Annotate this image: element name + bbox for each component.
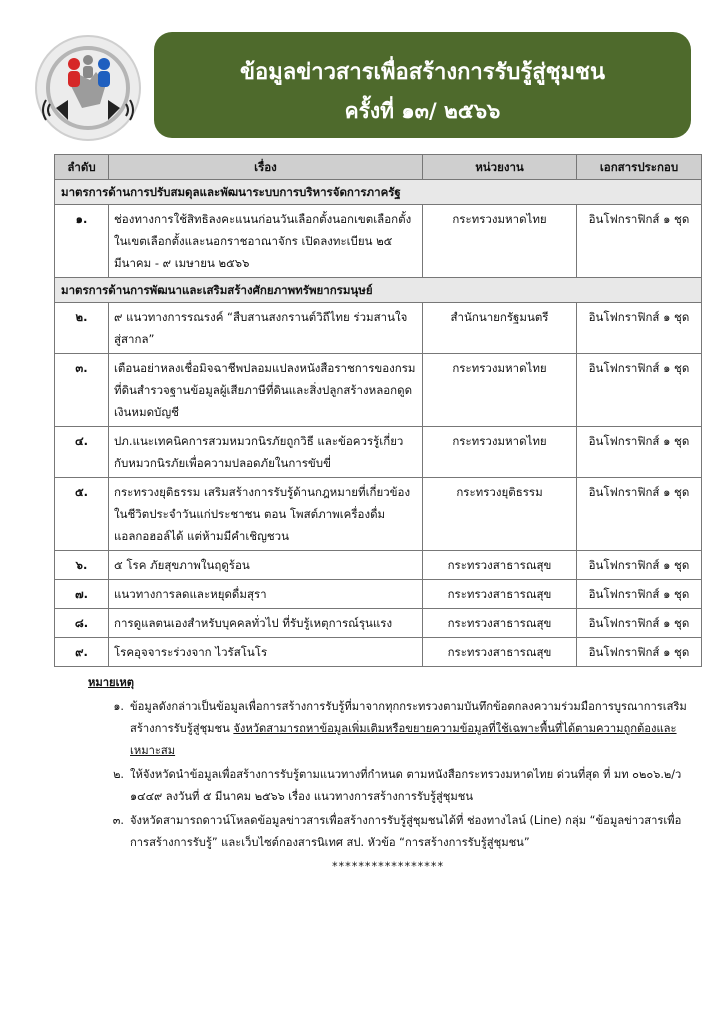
note-item xyxy=(88,810,688,854)
table-row xyxy=(55,478,702,551)
row-subject: การดูแลตนเองสำหรับบุคคลทั่วไป ที่รับรู้เหตุการณ์รุนแรง xyxy=(109,609,423,638)
table-row xyxy=(55,580,702,609)
row-agency: กระทรวงสาธารณสุข xyxy=(423,638,577,667)
section-title: มาตรการด้านการปรับสมดุลและพัฒนาระบบการบริหารจัดการภาครัฐ xyxy=(55,180,702,205)
row-agency: กระทรวงมหาดไทย xyxy=(423,205,577,278)
row-doc: อินโฟกราฟิกส์ ๑ ชุด xyxy=(577,303,702,354)
footer-stars: ***************** xyxy=(331,860,445,873)
note-number: ๒. xyxy=(113,768,124,781)
row-no: ๗. xyxy=(55,580,109,609)
community-logo xyxy=(34,34,142,142)
row-doc: อินโฟกราฟิกส์ ๑ ชุด xyxy=(577,478,702,551)
section-row xyxy=(55,278,702,303)
note-emphasis: จังหวัดสามารถหาข้อมูลเพิ่มเติมหรือขยายความข้อมูลที่ใช้เฉพาะพื้นที่ได้ตามความถูกต้องและเหมาะสม xyxy=(130,722,677,757)
row-subject: ๙ แนวทางการรณรงค์ “สืบสานสงกรานต์วิถีไทย ร่วมสานใจ สู่สากล” xyxy=(109,303,423,354)
table-row xyxy=(55,205,702,278)
table-row xyxy=(55,551,702,580)
table-row xyxy=(55,303,702,354)
row-subject: เตือนอย่าหลงเชื่อมิจฉาชีพปลอมแปลงหนังสือราชการของกรมที่ดินสำรวจฐานข้อมูลผู้เสียภาษีที่ดินและสิ่งปลูกสร้างหลอกดูดเงินหมดบัญชี xyxy=(109,354,423,427)
row-subject: ช่องทางการใช้สิทธิลงคะแนนก่อนวันเลือกตั้งนอกเขตเลือกตั้ง ในเขตเลือกตั้งและนอกราชอาณาจักร เปิดลงทะเบียน ๒๕ มีนาคม - ๙ เมษายน ๒๕๖๖ xyxy=(109,205,423,278)
header-agency: หน่วยงาน xyxy=(423,155,577,180)
row-agency: กระทรวงสาธารณสุข xyxy=(423,580,577,609)
table-row xyxy=(55,638,702,667)
row-subject: โรคอุจจาระร่วงจาก ไวรัสโนโร xyxy=(109,638,423,667)
row-doc: อินโฟกราฟิกส์ ๑ ชุด xyxy=(577,638,702,667)
header-no: ลำดับ xyxy=(55,155,109,180)
banner-edition: ครั้งที่ ๑๓/ ๒๕๖๖ xyxy=(344,99,501,123)
note-body: ข้อมูลดังกล่าวเป็นข้อมูลเพื่อการสร้างการรับรู้ที่มาจากทุกกระทรวงตามบันทึกข้อตกลงความร่วมมือการบูรณาการเสริมสร้างการรับรู้สู่ชุมชน xyxy=(130,700,687,735)
row-subject: ๕ โรค ภัยสุขภาพในฤดูร้อน xyxy=(109,551,423,580)
row-agency: กระทรวงยุติธรรม xyxy=(423,478,577,551)
row-doc: อินโฟกราฟิกส์ ๑ ชุด xyxy=(577,609,702,638)
row-doc: อินโฟกราฟิกส์ ๑ ชุด xyxy=(577,580,702,609)
table-header-row xyxy=(55,155,702,180)
note-item xyxy=(88,696,688,762)
note-text: ให้จังหวัดนำข้อมูลเพื่อสร้างการรับรู้ตามแนวทางที่กำหนด ตามหนังสือกระทรวงมหาดไทย ด่วนที่สุด ที่ มท ๐๒๐๖.๒/ว ๑๔๔๙ ลงวันที่ ๕ มีนาคม ๒๕๖๖ เรื่อง แนวทางการสร้างการรับรู้สู่ชุมชน xyxy=(130,768,682,803)
info-table xyxy=(54,154,702,667)
note-number: ๑. xyxy=(113,700,124,713)
table-row xyxy=(55,354,702,427)
title-banner xyxy=(154,32,691,138)
row-agency: กระทรวงมหาดไทย xyxy=(423,427,577,478)
note-text xyxy=(130,696,688,762)
table-row xyxy=(55,427,702,478)
notes-section xyxy=(88,672,688,878)
row-no: ๓. xyxy=(55,354,109,427)
row-agency: สำนักนายกรัฐมนตรี xyxy=(423,303,577,354)
row-doc: อินโฟกราฟิกส์ ๑ ชุด xyxy=(577,205,702,278)
note-number: ๓. xyxy=(112,814,124,827)
notes-title: หมายเหตุ xyxy=(88,676,135,689)
section-title: มาตรการด้านการพัฒนาและเสริมสร้างศักยภาพทรัพยากรมนุษย์ xyxy=(55,278,702,303)
row-subject: แนวทางการลดและหยุดดื่มสุรา xyxy=(109,580,423,609)
note-text: จังหวัดสามารถดาวน์โหลดข้อมูลข่าวสารเพื่อสร้างการรับรู้สู่ชุมชนได้ที่ ช่องทางไลน์ (Line) กลุ่ม “ข้อมูลข่าวสารเพื่อการสร้างการรับรู้” และเว็บไซต์กองสารนิเทศ สป. หัวข้อ “การสร้างการรับรู้สู่ชุมชน” xyxy=(130,814,682,849)
row-doc: อินโฟกราฟิกส์ ๑ ชุด xyxy=(577,427,702,478)
row-no: ๒. xyxy=(55,303,109,354)
row-doc: อินโฟกราฟิกส์ ๑ ชุด xyxy=(577,551,702,580)
section-row xyxy=(55,180,702,205)
row-agency: กระทรวงมหาดไทย xyxy=(423,354,577,427)
row-agency: กระทรวงสาธารณสุข xyxy=(423,551,577,580)
header-doc: เอกสารประกอบ xyxy=(577,155,702,180)
row-subject: กระทรวงยุติธรรม เสริมสร้างการรับรู้ด้านกฎหมายที่เกี่ยวข้องในชีวิตประจำวันแก่ประชาชน ตอน โพสต์ภาพเครื่องดื่มแอลกอฮอล์ได้ แต่ห้ามมีคำเชิญชวน xyxy=(109,478,423,551)
row-no: ๖. xyxy=(55,551,109,580)
banner-title: ข้อมูลข่าวสารเพื่อสร้างการรับรู้สู่ชุมชน xyxy=(239,60,606,85)
row-no: ๔. xyxy=(55,427,109,478)
row-no: ๘. xyxy=(55,609,109,638)
row-no: ๕. xyxy=(55,478,109,551)
row-subject: ปภ.แนะเทคนิคการสวมหมวกนิรภัยถูกวิธี และข้อควรรู้เกี่ยวกับหมวกนิรภัยเพื่อความปลอดภัยในการขับขี่ xyxy=(109,427,423,478)
note-item xyxy=(88,764,688,808)
row-no: ๙. xyxy=(55,638,109,667)
row-agency: กระทรวงสาธารณสุข xyxy=(423,609,577,638)
row-no: ๑. xyxy=(55,205,109,278)
header-subject: เรื่อง xyxy=(109,155,423,180)
row-doc: อินโฟกราฟิกส์ ๑ ชุด xyxy=(577,354,702,427)
table-row xyxy=(55,609,702,638)
